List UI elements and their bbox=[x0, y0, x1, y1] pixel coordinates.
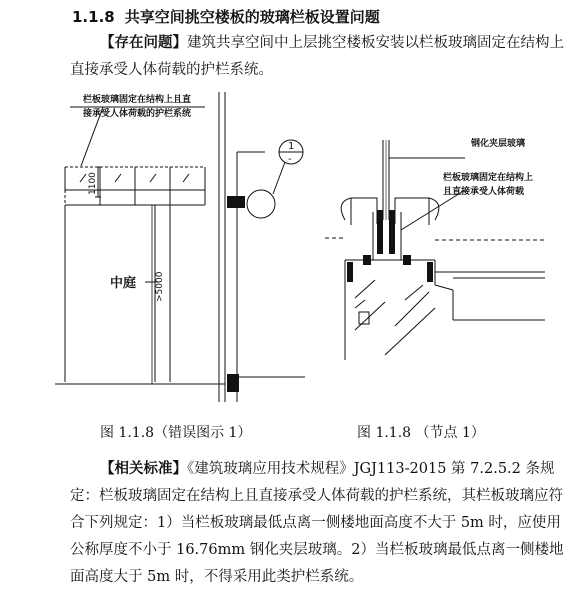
problem-label: 【存在问题】 bbox=[100, 35, 187, 51]
caption-right: 图 1.1.8 （节点 1） bbox=[357, 425, 485, 441]
problem-text: 建筑共享空间中上层挑空楼板安装以栏板玻璃固定在结构上直接承受人体荷载的护栏系统。 bbox=[70, 35, 564, 78]
dimension-5000: >5000 bbox=[155, 271, 165, 302]
section-title: 共享空间挑空楼板的玻璃栏板设置问题 bbox=[124, 8, 380, 26]
standard-paragraph bbox=[70, 456, 566, 591]
section-number: 1.1.8 bbox=[72, 8, 115, 26]
atrium-label: 中庭 bbox=[110, 276, 137, 291]
callout-text-line2: 接承受人体荷载的护栏系统 bbox=[83, 109, 192, 119]
detail-ref-sheet: - bbox=[288, 154, 292, 165]
callout-text-line1: 栏板玻璃固定在结构上且直 bbox=[83, 95, 192, 105]
detail-ref-number: 1 bbox=[288, 141, 295, 152]
label-glass: 钢化夹层玻璃 bbox=[471, 139, 526, 149]
problem-paragraph bbox=[70, 30, 566, 84]
label-system-line2: 且直接承受人体荷载 bbox=[443, 187, 525, 197]
figure-right-detail bbox=[325, 130, 555, 370]
label-system-line1: 栏板玻璃固定在结构上 bbox=[443, 173, 534, 183]
standard-label: 【相关标准】 bbox=[100, 461, 187, 477]
standard-text: 《建筑玻璃应用技术规程》JGJ113-2015 第 7.2.5.2 条规定：栏板玻璃固定在结构上且直接承受人体荷载的护栏系统，其栏板玻璃应符合下列规定：1）当栏板玻璃最低点离一侧楼地面高度不大于 5m 时，应使用公称厚度不小于 16.76mm 钢化夹层玻璃。2）当栏板玻璃最低点离一侧楼地面高度大于 5m 时，不得采用此类护栏系统。 bbox=[70, 461, 564, 585]
caption-left: 图 1.1.8（错误图示 1） bbox=[100, 425, 252, 441]
dimension-1100: 1100 bbox=[88, 172, 98, 195]
section-heading bbox=[72, 6, 380, 27]
figure-left-elevation bbox=[55, 92, 325, 402]
